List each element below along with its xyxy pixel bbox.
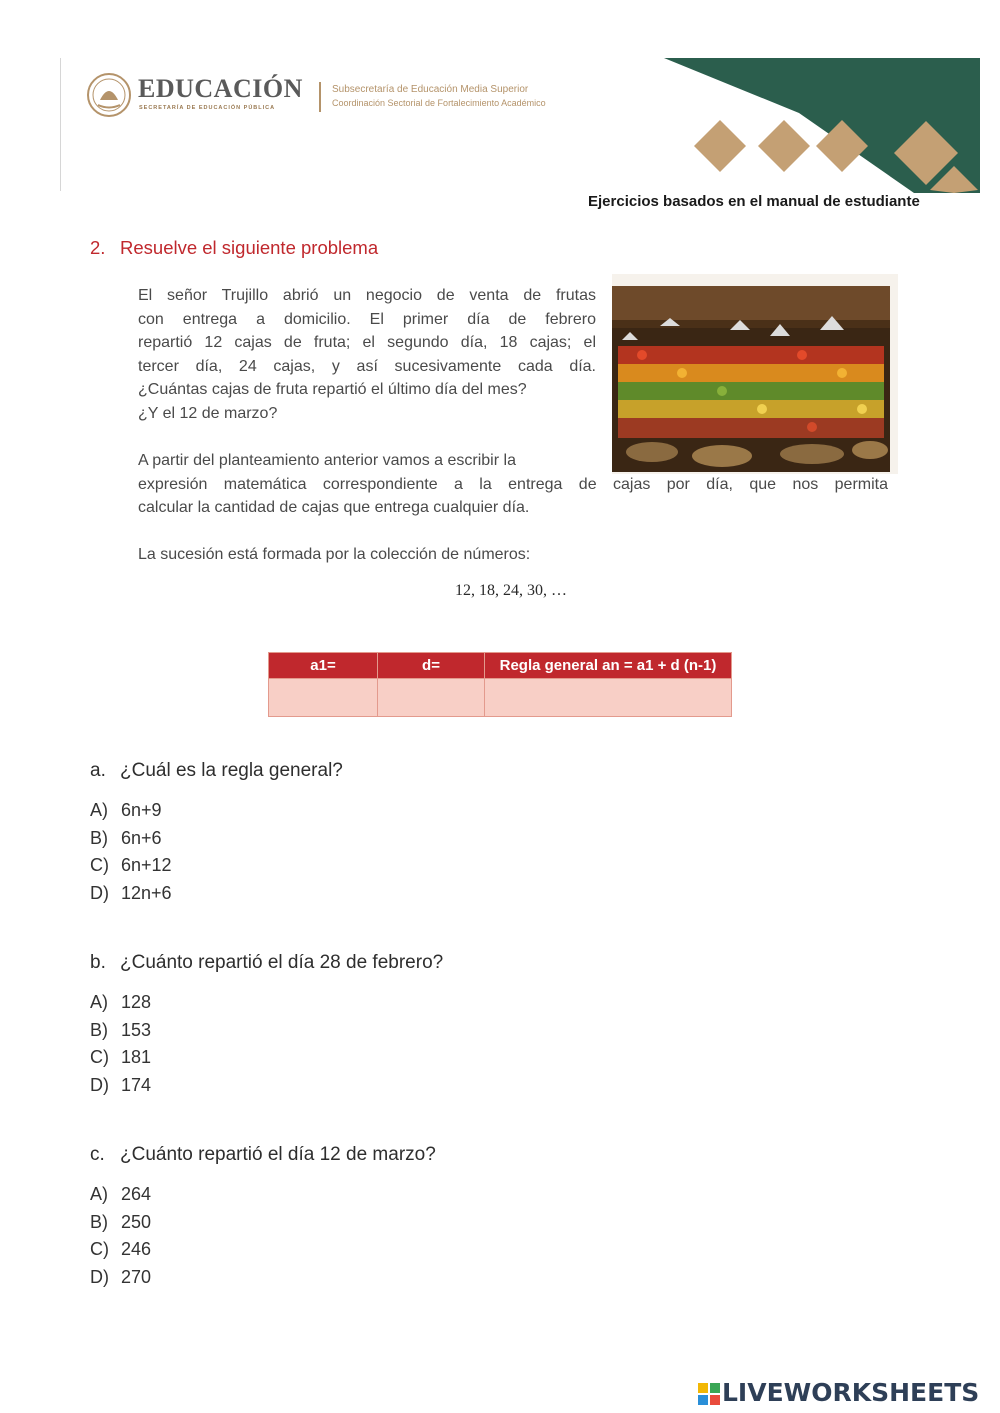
option-value: 6n+9: [121, 800, 162, 820]
option-value: 12n+6: [121, 883, 172, 903]
sequence-intro: La sucesión está formada por la colección de números:: [138, 546, 531, 563]
option-letter: C): [90, 1047, 109, 1067]
mexico-seal-icon: [86, 72, 132, 118]
option-letter: A): [90, 800, 108, 820]
option-letter: D): [90, 883, 109, 903]
problem-line-3: repartió 12 cajas de fruta; el segundo día, 18 cajas; el: [138, 334, 596, 351]
option-value: 6n+6: [121, 828, 162, 848]
option-a-b[interactable]: [90, 828, 162, 849]
option-letter: D): [90, 1267, 109, 1287]
header-a1: a1=: [269, 653, 378, 679]
question-text: ¿Cuál es la regla general?: [120, 760, 343, 781]
question-letter: b.: [90, 952, 106, 973]
fruit-market-photo: [612, 274, 898, 474]
para2-line-2: expresión matemática correspondiente a la entrega de cajas por día, que nos permita: [138, 476, 888, 493]
para2-line-3: calcular la cantidad de cajas que entrega cualquier día.: [138, 499, 530, 516]
option-letter: D): [90, 1075, 109, 1095]
option-c-c[interactable]: [90, 1239, 151, 1260]
problem-line-6: ¿Y el 12 de marzo?: [138, 405, 278, 422]
option-b-d[interactable]: [90, 1075, 151, 1096]
header-d: d=: [378, 653, 485, 679]
option-a-c[interactable]: [90, 855, 172, 876]
problem-number: 2.: [90, 237, 106, 258]
question-text: ¿Cuánto repartió el día 28 de febrero?: [120, 952, 444, 973]
option-value: 6n+12: [121, 855, 172, 875]
problem-heading: [90, 237, 378, 259]
option-value: 270: [121, 1267, 152, 1287]
ejercicios-caption: Ejercicios basados en el manual de estudiante: [588, 193, 920, 210]
option-letter: B): [90, 828, 108, 848]
answer-cell-regla[interactable]: [485, 679, 732, 717]
logo-subtitle: SECRETARÍA DE EDUCACIÓN PÚBLICA: [139, 105, 276, 111]
option-value: 128: [121, 992, 152, 1012]
option-c-b[interactable]: [90, 1212, 151, 1233]
subsecretaria-label: Subsecretaría de Educación Media Superior: [332, 84, 529, 95]
option-value: 250: [121, 1212, 152, 1232]
liveworksheets-logo-icon: [698, 1383, 720, 1405]
header-separator: [319, 82, 321, 112]
option-b-c[interactable]: [90, 1047, 151, 1068]
rule-table: [268, 652, 732, 717]
option-c-d[interactable]: [90, 1267, 151, 1288]
liveworksheets-brand[interactable]: LIVEWORKSHEETS: [722, 1378, 980, 1407]
option-letter: C): [90, 855, 109, 875]
question-b: [90, 952, 443, 974]
problem-line-4: tercer día, 24 cajas, y así sucesivamente cada día.: [138, 358, 596, 375]
problem-line-5: ¿Cuántas cajas de fruta repartió el último día del mes?: [138, 381, 527, 398]
para2-line-1: A partir del planteamiento anterior vamos a escribir la: [138, 452, 516, 469]
option-value: 264: [121, 1184, 152, 1204]
question-c: [90, 1144, 436, 1166]
option-c-a[interactable]: [90, 1184, 151, 1205]
question-letter: a.: [90, 760, 106, 781]
coordinacion-label: Coordinación Sectorial de Fortalecimiento Académico: [332, 98, 546, 108]
option-letter: A): [90, 1184, 108, 1204]
option-a-a[interactable]: [90, 800, 162, 821]
question-a: [90, 760, 343, 782]
option-value: 153: [121, 1020, 152, 1040]
option-a-d[interactable]: [90, 883, 172, 904]
decorative-banner: [664, 58, 980, 193]
option-value: 174: [121, 1075, 152, 1095]
option-value: 246: [121, 1239, 152, 1259]
question-letter: c.: [90, 1144, 105, 1165]
option-letter: B): [90, 1020, 108, 1040]
answer-cell-a1[interactable]: [269, 679, 378, 717]
logo-word: EDUCACIÓN: [138, 74, 303, 103]
problem-title: Resuelve el siguiente problema: [120, 237, 379, 258]
question-text: ¿Cuánto repartió el día 12 de marzo?: [120, 1144, 436, 1165]
header-divider-line: [60, 58, 61, 191]
option-letter: B): [90, 1212, 108, 1232]
sequence-values: 12, 18, 24, 30, …: [455, 582, 567, 599]
option-letter: C): [90, 1239, 109, 1259]
answer-cell-d[interactable]: [378, 679, 485, 717]
option-value: 181: [121, 1047, 152, 1067]
header-regla-general: Regla general an = a1 + d (n-1): [485, 653, 732, 679]
problem-line-1: El señor Trujillo abrió un negocio de venta de frutas: [138, 287, 596, 304]
option-letter: A): [90, 992, 108, 1012]
option-b-a[interactable]: [90, 992, 151, 1013]
problem-line-2: con entrega a domicilio. El primer día de febrero: [138, 311, 596, 328]
option-b-b[interactable]: [90, 1020, 151, 1041]
